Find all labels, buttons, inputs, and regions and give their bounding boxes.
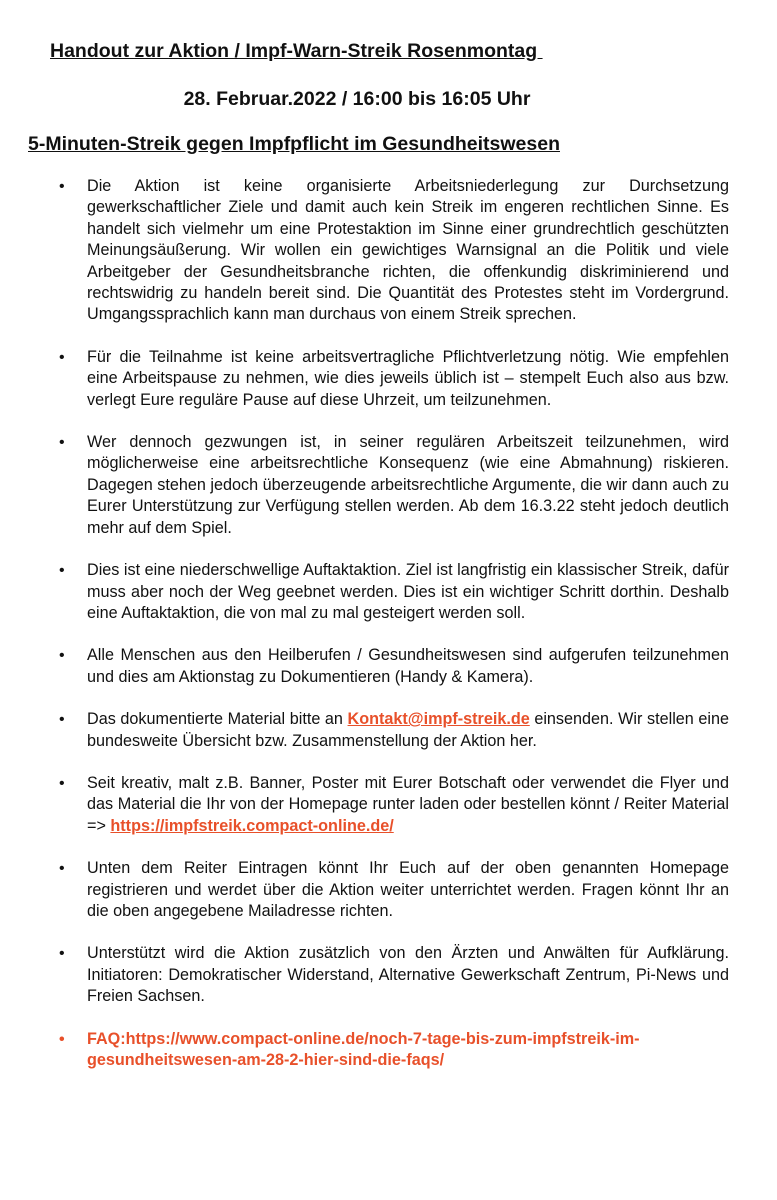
bullet-icon: • (59, 647, 65, 665)
list-item-text: Unterstützt wird die Aktion zusätzlich von den Ärzten und Anwälten für Aufklärung. Initiatoren: Demokratischer Widerstand, Alternative Gewerkschaft Zentrum, Pi-News und Freien Sachsen. (87, 944, 729, 1006)
bullet-icon: • (59, 348, 65, 366)
list-item-text: Alle Menschen aus den Heilberufen / Gesundheitswesen sind aufgerufen teilzunehmen und dies am Aktionstag zu Dokumentieren (Handy & Kamera). (87, 646, 729, 686)
list-item-text: Die Aktion ist keine organisierte Arbeitsniederlegung zur Durchsetzung gewerkschaftlicher Ziele und damit auch kein Streik im engeren rechtlichen Sinne. Es handelt sich vielmehr um eine Protestaktion im Sinne einer grundrechtlich geschützten Meinungsäußerung. Wir wollen ein gewichtiges Warnsignal an die Politik und viele Arbeitgeber der Gesundheitsbranche richten, die offenkundig diskriminierend und rechtswidrig zu handeln bereit sind. Die Quantität des Protestes steht im Vordergrund. Umgangssprachlich kann man durchaus von einem Streik sprechen. (87, 177, 729, 324)
bullet-icon: • (59, 945, 65, 963)
info-bullet-list (0, 176, 777, 1092)
bullet-icon: • (59, 178, 65, 195)
list-item (0, 432, 777, 539)
event-date (0, 86, 714, 112)
bullet-icon: • (59, 434, 65, 452)
list-item (0, 176, 777, 326)
bullet-icon: • (59, 1030, 65, 1048)
contact-email-link[interactable]: Kontakt@impf-streik.de (347, 710, 530, 729)
list-item (0, 943, 777, 1007)
list-item-text: Unten dem Reiter Eintragen könnt Ihr Euch auf der oben genannten Homepage registrieren und werdet über die Aktion weiter unterrichtet werden. Fragen könnt Ihr an die oben angegebene Mailadresse richten. (87, 859, 729, 920)
list-item (0, 560, 777, 624)
list-item (0, 773, 777, 837)
list-item (0, 858, 777, 922)
bullet-icon: • (59, 860, 65, 878)
handout-title: Handout zur Aktion / Impf-Warn-Streik Rosenmontag (50, 40, 543, 62)
list-item (0, 645, 777, 688)
bullet-icon: • (59, 774, 65, 792)
bullet-icon: • (59, 711, 65, 729)
list-item-text: Wer dennoch gezwungen ist, in seiner regulären Arbeitszeit teilzunehmen, wird möglicherweise eine arbeitsrechtliche Konsequenz (wie eine Abmahnung) riskieren. Dagegen stehen jedoch überzeugende arbeitsrechtliche Argumente, die wir dann auch zu Eurer Unterstützung zur Verfügung stellen werden. Ab dem 16.3.22 steht jedoch deutlich mehr auf dem Spiel. (87, 433, 729, 537)
list-item-text: Dies ist eine niederschwellige Auftaktaktion. Ziel ist langfristig ein klassischer Streik, dafür muss aber noch der Weg geebnet werden. Dies ist ein wichtiger Schritt dorthin. Deshalb eine Auftaktaktion, die von mal zu mal gesteigert werden soll. (87, 561, 729, 622)
event-date-text: 28. Februar.2022 / 16:00 bis 16:05 Uhr (183, 88, 531, 110)
handout-subtitle: 5-Minuten-Streik gegen Impfpflicht im Gesundheitswesen (28, 133, 560, 155)
bullet-icon: • (59, 562, 65, 580)
list-item-text-after: einsenden. Wir stellen eine bundesweite Übersicht bzw. Zusammenstellung der Aktion her. (87, 710, 730, 750)
list-item-text: Für die Teilnahme ist keine arbeitsvertragliche Pflichtverletzung nötig. Wie empfehlen eine Arbeitspause zu nehmen, wie dies jeweils üblich ist – stempelt Euch also aus bzw. verlegt Eure reguläre Pause auf diese Uhrzeit, um teilzunehmen. (87, 347, 729, 409)
faq-list-item (0, 1029, 777, 1072)
faq-link[interactable]: FAQ:https://www.compact-online.de/noch-7-tage-bis-zum-impfstreik-im-gesundheitswesen-am-28-2-hier-sind-die-faqs/ (87, 1029, 640, 1069)
list-item (0, 347, 777, 411)
homepage-link[interactable]: https://impfstreik.compact-online.de/ (110, 816, 394, 835)
list-item (0, 709, 777, 752)
list-item-text-before: Das dokumentierte Material bitte an (87, 710, 348, 729)
list-item-text-before: Seit kreativ, malt z.B. Banner, Poster mit Eurer Botschaft oder verwendet die Flyer und das Material die Ihr von der Homepage runter laden oder bestellen könnt / Reiter Material => (87, 773, 729, 835)
